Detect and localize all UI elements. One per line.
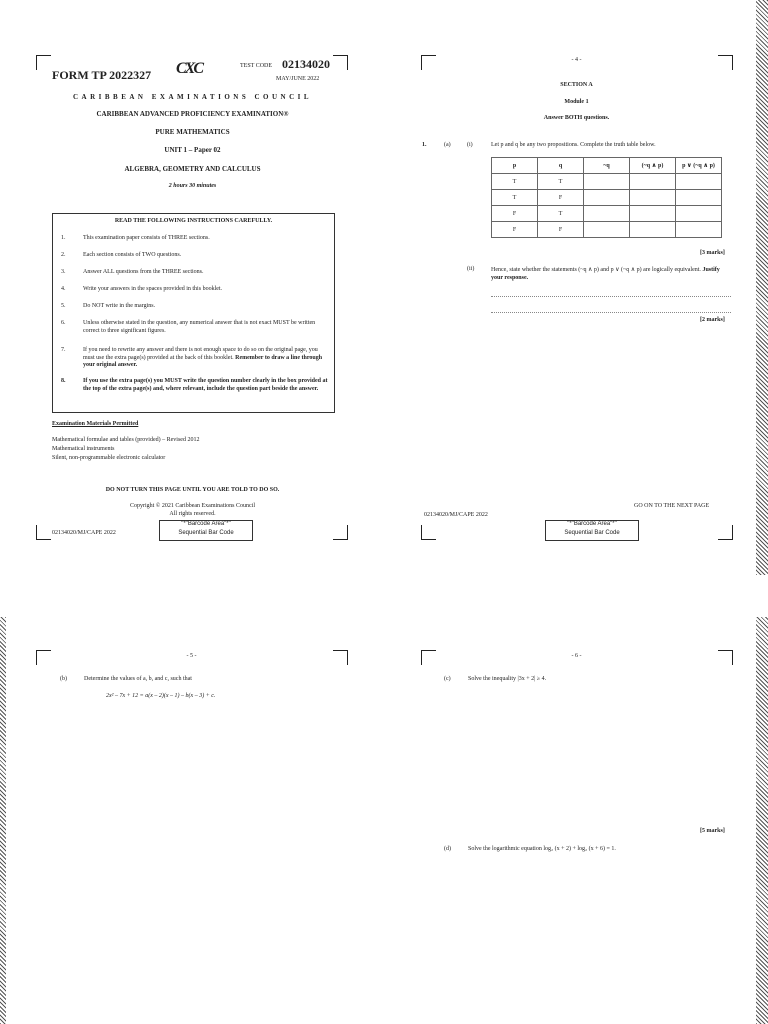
answer-line[interactable]	[491, 312, 731, 313]
go-on-text: GO ON TO THE NEXT PAGE	[634, 503, 710, 509]
table-header: p	[492, 158, 538, 174]
instructions-box: READ THE FOLLOWING INSTRUCTIONS CAREFULLY. 1. This examination paper consists of THREE sections. 2. Each section consists of TWO questions. 3. Answer ALL questions from the THREE sections. 4. Write your answers in the spaces provided in this booklet. 5. Do NOT write in the margins. 6. Unless otherwise stated in the question, any numerical answer that is not exact MUST be written correct to three significant figures. 7. If you need to rewrite any answer and there is not enough space to do so on the original page, you must use the extra page(s) provided at the back of this booklet. Remember to draw a line through your original answer. 8. If you use the extra page(s) you MUST write the question number clearly in the box provided at the top of the extra page(s) and, where relevant, include the question part beside the answer.	[52, 213, 335, 413]
crop-mark	[36, 55, 51, 70]
table-row	[492, 190, 722, 206]
marks-label: [5 marks]	[700, 828, 725, 834]
table-cell-blank[interactable]	[584, 174, 630, 190]
table-cell-blank[interactable]	[630, 190, 676, 206]
part-label: (d)	[444, 846, 451, 852]
unit: UNIT 1 – Paper 02	[164, 146, 221, 154]
answer-both: Answer BOTH questions.	[543, 115, 610, 121]
subject: PURE MATHEMATICS	[155, 128, 230, 136]
marks-label: [2 marks]	[700, 317, 725, 323]
do-not-turn: DO NOT TURN THIS PAGE UNTIL YOU ARE TOLD TO DO SO.	[105, 487, 280, 493]
question-text: Determine the values of a, b, and c, such that	[84, 676, 192, 682]
table-cell: F	[492, 222, 538, 238]
truth-table	[491, 157, 722, 238]
question-number: 1.	[422, 142, 427, 148]
equation: 2x² – 7x + 12 = a(x – 2)(x – 1) – b(x – 3) + c.	[106, 693, 216, 699]
test-code-label: TEST CODE	[240, 63, 273, 69]
part-label: (c)	[444, 676, 451, 682]
table-row	[492, 222, 722, 238]
table-cell: F	[492, 206, 538, 222]
question-text: Solve the inequality |3x + 2| ≥ 4.	[468, 676, 547, 682]
section-title: SECTION A	[560, 82, 593, 88]
materials-title: Examination Materials Permitted	[52, 421, 139, 427]
footer-code: 02134020/MJ/CAPE 2022	[424, 512, 488, 518]
hatched-margin-bottom	[756, 617, 768, 1024]
table-cell: T	[538, 174, 584, 190]
table-cell: F	[538, 190, 584, 206]
answer-line[interactable]	[491, 296, 731, 297]
crop-mark	[421, 525, 436, 540]
table-row	[492, 206, 722, 222]
table-cell-blank[interactable]	[630, 174, 676, 190]
table-cell: T	[492, 190, 538, 206]
barcode-box	[159, 520, 253, 541]
duration: 2 hours 30 minutes	[168, 183, 217, 189]
question-text: Let p and q be any two propositions. Complete the truth table below.	[491, 142, 656, 148]
table-header: q	[538, 158, 584, 174]
table-header: ~q	[584, 158, 630, 174]
materials-item: Mathematical instruments	[52, 446, 115, 452]
table-cell: F	[538, 222, 584, 238]
table-cell: T	[492, 174, 538, 190]
part-label: (b)	[60, 676, 67, 682]
form-code: FORM TP 2022327	[52, 68, 152, 82]
subpart-label: (i)	[467, 142, 473, 148]
instructions-title: READ THE FOLLOWING INSTRUCTIONS CAREFULLY.	[114, 218, 273, 224]
topic: ALGEBRA, GEOMETRY AND CALCULUS	[124, 165, 261, 173]
table-cell-blank[interactable]	[676, 206, 722, 222]
crop-mark	[333, 55, 348, 70]
rights: All rights reserved.	[169, 511, 216, 517]
copyright: Copyright © 2021 Caribbean Examinations Council	[129, 503, 256, 509]
table-row	[492, 174, 722, 190]
materials-item: Mathematical formulae and tables (provided) – Revised 2012	[52, 437, 200, 443]
barcode-label: Sequential Bar Code	[178, 530, 234, 536]
table-cell-blank[interactable]	[584, 222, 630, 238]
hatched-margin-top	[756, 0, 768, 575]
cxc-logo: CXC	[176, 60, 203, 77]
table-cell-blank[interactable]	[630, 222, 676, 238]
test-code: 02134020	[282, 57, 330, 71]
table-cell-blank[interactable]	[676, 190, 722, 206]
table-header: (~q ∧ p)	[630, 158, 676, 174]
barcode-label: Sequential Bar Code	[564, 530, 620, 536]
marks-label: [3 marks]	[700, 250, 725, 256]
question-text: Solve the logarithmic equation log₂ (x + 2) + log₂ (x + 6) = 1.	[468, 846, 616, 852]
page-number: - 5 -	[186, 653, 197, 659]
page-number: - 4 -	[571, 57, 582, 63]
crop-mark	[718, 525, 733, 540]
crop-mark	[333, 525, 348, 540]
page-number: - 6 -	[571, 653, 582, 659]
question-text: Hence, state whether the statements (~q ∧ p) and p ∨ (~q ∧ p) are logically equivalent. Justify your response.	[491, 267, 720, 281]
barcode-area: "*"Barcode Area"*"	[567, 521, 617, 527]
exam-date: MAY/JUNE 2022	[276, 76, 320, 82]
subpart-label: (ii)	[467, 266, 475, 272]
table-cell-blank[interactable]	[584, 206, 630, 222]
table-header: p ∨ (~q ∧ p)	[676, 158, 722, 174]
part-label: (a)	[444, 142, 451, 148]
module-title: Module 1	[564, 99, 589, 105]
hatched-margin-left-bottom	[0, 617, 6, 1024]
materials-item: Silent, non-programmable electronic calculator	[52, 455, 166, 461]
exam-name: CARIBBEAN ADVANCED PROFICIENCY EXAMINATION®	[96, 110, 289, 118]
table-cell-blank[interactable]	[584, 190, 630, 206]
table-cell-blank[interactable]	[676, 222, 722, 238]
crop-mark	[36, 525, 51, 540]
council-name: CARIBBEAN EXAMINATIONS COUNCIL	[72, 93, 313, 101]
table-header-row	[492, 158, 722, 174]
table-cell-blank[interactable]	[630, 206, 676, 222]
barcode-box	[545, 520, 639, 541]
footer-code: 02134020/MJ/CAPE 2022	[52, 530, 116, 536]
table-cell: T	[538, 206, 584, 222]
table-cell-blank[interactable]	[676, 174, 722, 190]
barcode-area: "*"Barcode Area"*"	[181, 521, 231, 527]
